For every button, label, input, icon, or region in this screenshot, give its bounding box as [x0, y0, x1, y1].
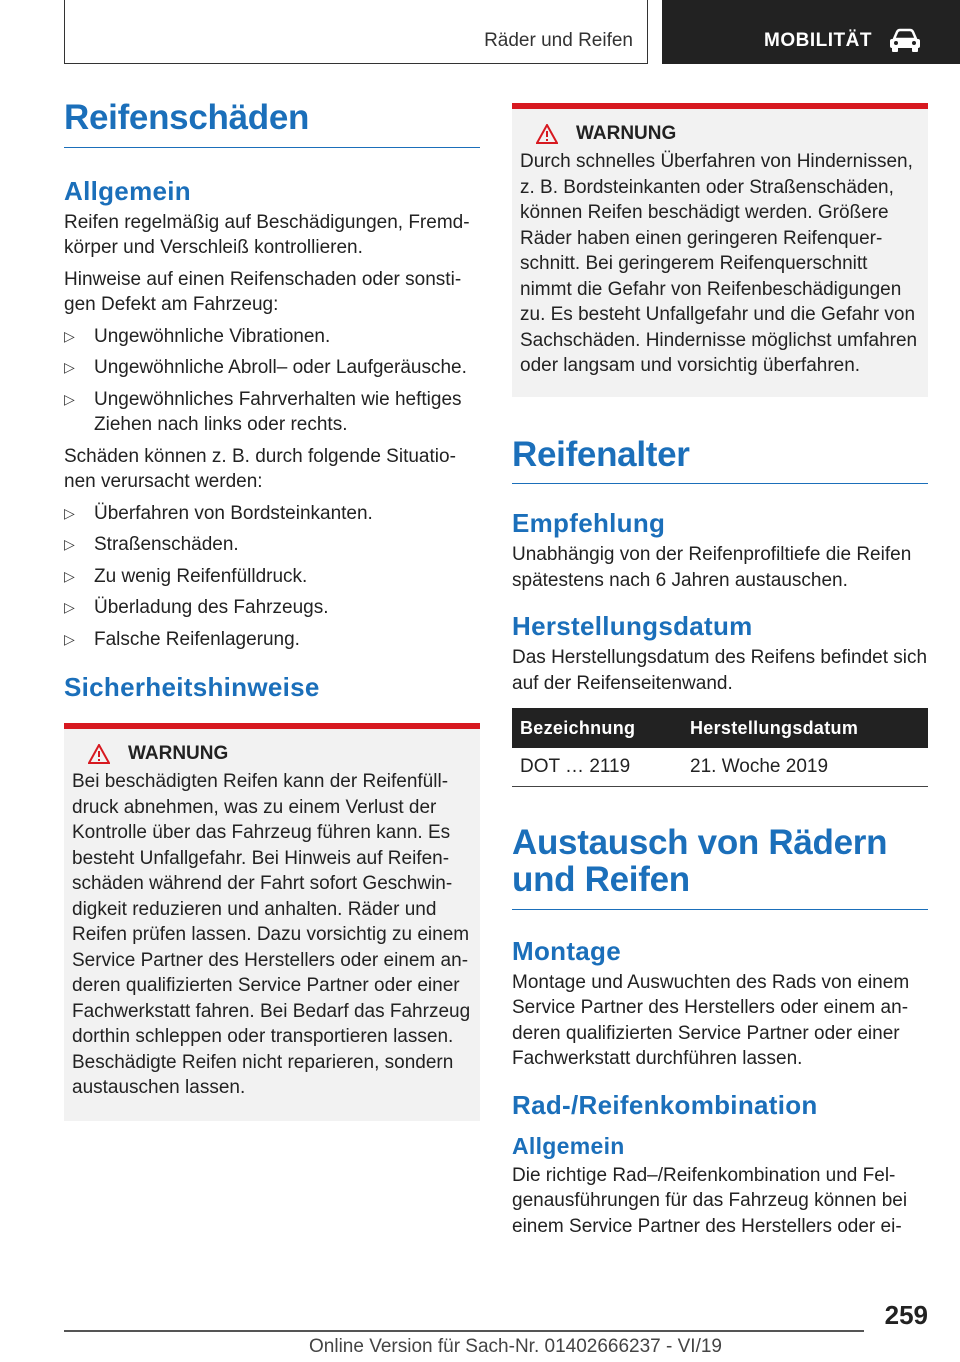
- warning-header: [520, 123, 920, 145]
- section-title-austausch: Austausch von Rädern und Reifen: [512, 825, 928, 910]
- heading-sicherheitshinweise: Sicherheitshinweise: [64, 672, 320, 703]
- table-row: [512, 748, 928, 787]
- section-title-reifenalter: Reifenalter: [512, 437, 928, 485]
- header-section-box: [64, 0, 648, 64]
- page-number: 259: [884, 1300, 928, 1330]
- header-section-title: Räder und Reifen: [484, 30, 633, 51]
- subheading-allgemein: Allgemein: [512, 1132, 625, 1159]
- list-item: ▷ Überfahren von Bordsteinkanten.: [64, 501, 480, 527]
- table-header-cell: Bezeichnung: [512, 708, 682, 748]
- triangle-bullet-icon: ▷: [64, 327, 75, 344]
- paragraph: Schäden können z. B. durch folgende Situationen verursacht werden:: [64, 445, 456, 493]
- table-cell: 21. Woche 2019: [682, 748, 928, 787]
- warning-text: Durch schnelles Überfahren von Hindernissen, z. B. Bordsteinkanten oder Straßenschäden, können Reifen beschädigt werden. Größere Räder haben einen geringeren Reifenquerschnitt. Bei geringerem Reifenquerschnitt nimmt die Gefahr von Reifenbeschädigungen zu. Es besteht Unfallgefahr und die Gefahr von Sachschäden. Hindernisse möglichst umfahren oder langsam und vorsichtig überfahren.: [520, 151, 918, 376]
- table-cell: DOT … 2119: [512, 748, 682, 787]
- heading-allgemein: Allgemein: [64, 175, 191, 206]
- table-header-row: [512, 708, 928, 748]
- triangle-bullet-icon: ▷: [64, 504, 75, 521]
- triangle-bullet-icon: ▷: [64, 630, 75, 647]
- section-title-reifenschaeden: Reifenschäden: [64, 100, 480, 148]
- warning-label: WARNUNG: [576, 123, 677, 144]
- paragraph: Reifen regelmäßig auf Beschädigungen, Fremdkörper und Verschleiß kontrollieren.: [64, 211, 470, 259]
- warning-text: Bei beschädigten Reifen kann der Reifenfülldruck abnehmen, was zu einem Verlust der Kontrolle über das Fahrzeug führen kann. Es besteht Unfallgefahr. Bei Hinweis auf Reifenschäden während der Fahrt sofort Geschwindigkeit reduzieren und anhalten. Räder und Reifen prüfen lassen. Dazu vorsichtig zu einem Service Partner des Herstellers oder einem anderen qualifizierten Service Partner oder einer Fachwerkstatt fahren. Bei Bedarf das Fahrzeug dorthin schleppen oder transportieren lassen. Beschädigte Reifen nicht reparieren, sondern austauschen lassen.: [72, 771, 471, 1099]
- triangle-bullet-icon: ▷: [64, 390, 75, 407]
- list-item: ▷ Ungewöhnliche Vibrationen.: [64, 324, 480, 350]
- footer-text: Online Version für Sach-Nr. 01402666237 - VI/19: [309, 1336, 722, 1357]
- list-item: ▷ Ungewöhnliches Fahrverhalten wie heftiges Ziehen nach links oder rechts.: [64, 388, 462, 436]
- paragraph: Hinweise auf einen Reifenschaden oder sonstigen Defekt am Fahrzeug:: [64, 268, 462, 316]
- left-column: [64, 100, 480, 1121]
- warning-header: [72, 743, 472, 765]
- damage-indicators-list: [64, 324, 480, 438]
- production-date-table: [512, 708, 928, 787]
- paragraph: Unabhängig von der Reifenprofiltiefe die Reifen spätestens nach 6 Jahren austauschen.: [512, 544, 912, 591]
- list-item: ▷ Ungewöhnliche Abroll– oder Laufgeräusche.: [64, 355, 480, 381]
- warning-box: [512, 103, 928, 397]
- paragraph: Das Herstellungsdatum des Reifens befindet sich auf der Reifenseitenwand.: [512, 647, 928, 694]
- table-header-cell: Herstellungsdatum: [682, 708, 928, 748]
- triangle-bullet-icon: ▷: [64, 359, 75, 376]
- header-chapter-title: MOBILITÄT: [764, 30, 872, 51]
- list-item: ▷ Falsche Reifenlagerung.: [64, 627, 480, 653]
- warning-triangle-icon: [536, 124, 558, 144]
- car-icon: [888, 28, 922, 54]
- warning-label: WARNUNG: [128, 743, 229, 765]
- header-chapter-box: [662, 0, 960, 64]
- paragraph: Die richtige Rad–/Reifenkombination und Felgenausführungen für das Fahrzeug können bei einem Service Partner des Herstellers oder ei-: [512, 1164, 908, 1237]
- heading-empfehlung: Empfehlung: [512, 508, 666, 539]
- triangle-bullet-icon: ▷: [64, 567, 75, 584]
- triangle-bullet-icon: ▷: [64, 599, 75, 616]
- warning-triangle-icon: [88, 744, 110, 764]
- triangle-bullet-icon: ▷: [64, 536, 75, 553]
- list-item: ▷ Überladung des Fahrzeugs.: [64, 595, 480, 621]
- heading-herstellungsdatum: Herstellungsdatum: [512, 611, 753, 642]
- heading-rad-reifenkombination: Rad-/Reifenkombination: [512, 1089, 818, 1120]
- damage-causes-list: [64, 501, 480, 653]
- paragraph: Montage und Auswuchten des Rads von einem Service Partner des Herstellers oder einem anderen qualifizierten Service Partner oder einer Fachwerkstatt durchführen lassen.: [512, 971, 910, 1070]
- list-item: ▷ Zu wenig Reifenfülldruck.: [64, 564, 480, 590]
- list-item: ▷ Straßenschäden.: [64, 532, 480, 558]
- warning-box: [64, 723, 480, 1121]
- heading-montage: Montage: [512, 935, 621, 966]
- footer-divider: [64, 1330, 864, 1332]
- right-column: [512, 103, 928, 1245]
